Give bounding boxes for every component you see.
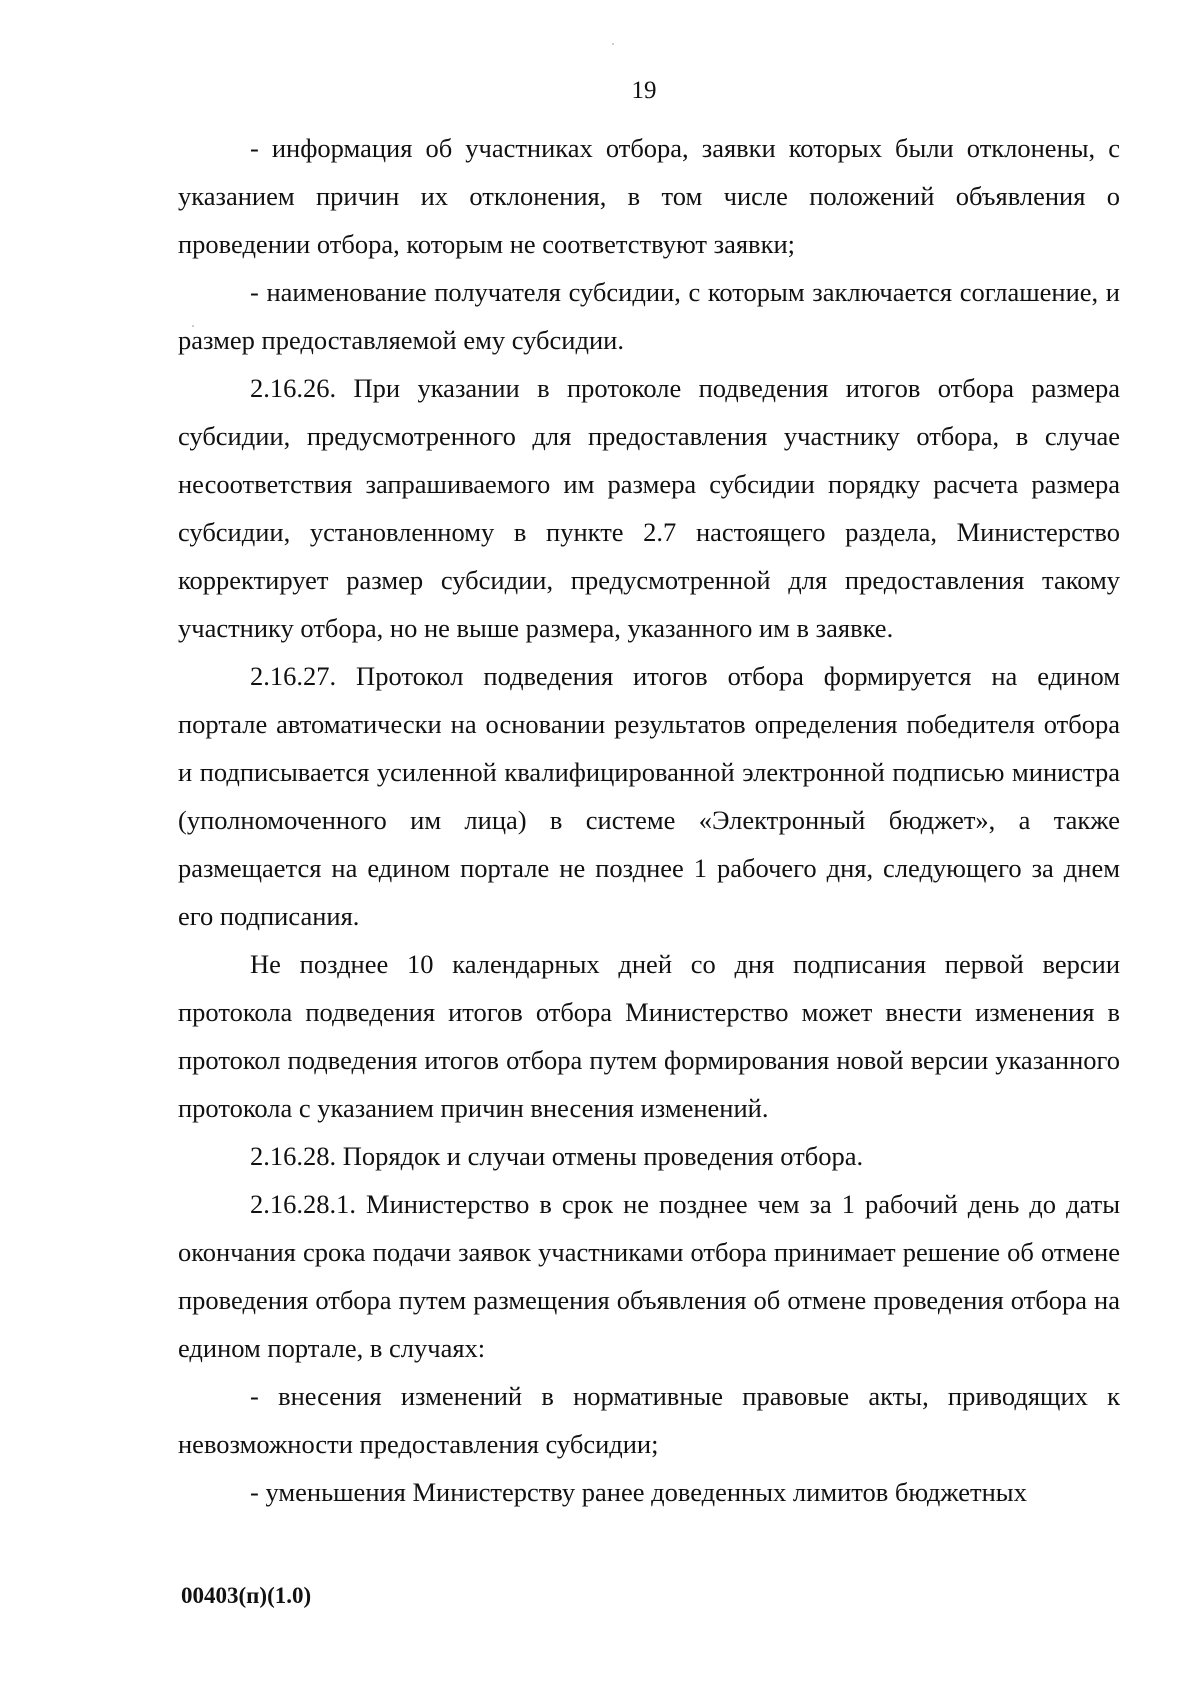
scan-speck [612, 43, 614, 45]
document-code: 00403(п)(1.0) [181, 1583, 312, 1608]
paragraph-2-16-26: 2.16.26. При указании в протоколе подведения итогов отбора размера субсидии, предусмотренного для предоставления участнику отбора, в случае несоответствия запрашиваемого им размера субсидии порядку расчета размера субсидии, установленному в пункте 2.7 настоящего раздела, Министерство корректирует размер субсидии, предусмотренной для предоставления такому участнику отбора, но не выше размера, указанного им в заявке. [178, 373, 1120, 643]
page-number: 19 [631, 77, 657, 104]
paragraph-limits-reduction: - уменьшения Министерству ранее доведенных лимитов бюджетных [250, 1477, 1027, 1507]
paragraph-2-16-28-1: 2.16.28.1. Министерство в срок не позднее чем за 1 рабочий день до даты окончания срока подачи заявок участниками отбора принимает решение об отмене проведения отбора путем размещения объявления об отмене проведения отбора на едином портале, в случаях: [178, 1189, 1120, 1363]
paragraph-protocol-changes: Не позднее 10 календарных дней со дня подписания первой версии протокола подведения итогов отбора Министерство может внести изменения в протокол подведения итогов отбора путем формирования новой версии указанного протокола с указанием причин внесения изменений. [178, 949, 1120, 1123]
paragraph-recipient-name: - наименование получателя субсидии, с которым заключается соглашение, и размер предоставляемой ему субсидии. [178, 277, 1120, 355]
paragraph-2-16-28: 2.16.28. Порядок и случаи отмены проведения отбора. [250, 1141, 864, 1171]
paragraph-regulation-changes: - внесения изменений в нормативные правовые акты, приводящих к невозможности предоставления субсидии; [178, 1381, 1120, 1459]
paragraph-2-16-27: 2.16.27. Протокол подведения итогов отбора формируется на едином портале автоматически на основании результатов определения победителя отбора и подписывается усиленной квалифицированной электронной подписью министра (уполномоченного им лица) в системе «Электронный бюджет», а также размещается на едином портале не позднее 1 рабочего дня, следующего за днем его подписания. [178, 661, 1120, 931]
document-body [178, 124, 1120, 1516]
paragraph-rejected-info: - информация об участниках отбора, заявки которых были отклонены, с указанием причин их отклонения, в том числе положений объявления о проведении отбора, которым не соответствуют заявки; [178, 133, 1120, 259]
